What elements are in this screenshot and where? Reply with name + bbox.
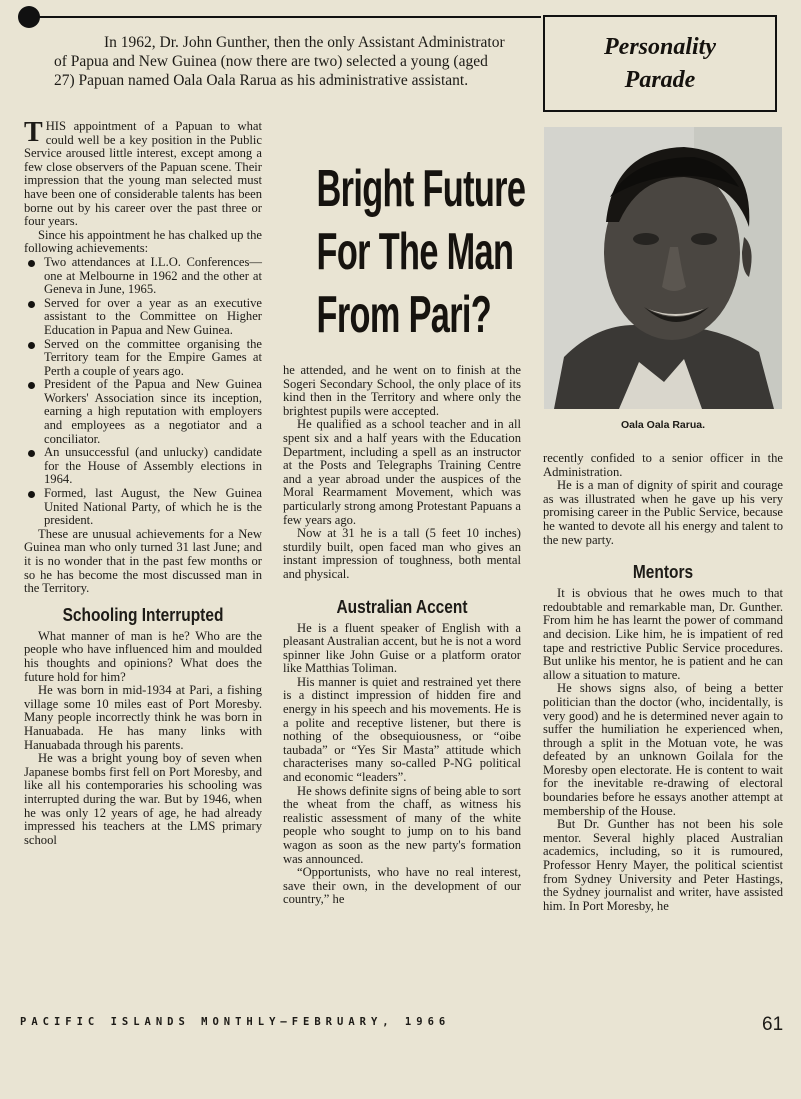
col2-paragraph: he attended, and he went on to finish at the Sogeri Secondary School, the only place of its kind then in the Territory and where only the brightest pupils were accepted. <box>283 363 521 418</box>
col1-paragraph: Since his appointment he has chalked up the following achievements: <box>24 227 262 256</box>
headline <box>272 158 534 347</box>
col3-paragraph: But Dr. Gunther has not been his sole mentor. Several highly placed Australian academics, including, so it is rumoured, Professor Henry Mayer, the political scientist from Sydney University and Peter Hastings, the Sydney journalist and writer, have assisted him. In Port Moresby, he <box>543 817 783 913</box>
column-3 <box>543 452 783 913</box>
headline-line3: From Pari? <box>316 286 492 344</box>
col2-paragraph: “Opportunists, who have no real interest, save their own, in the development of our country,” he <box>283 865 521 907</box>
subheading-mentors: Mentors <box>632 562 694 583</box>
list-item: Served on the committee organising the Territory team for the Empire Games at Perth a couple of years ago. <box>24 338 262 379</box>
col1-paragraph: What manner of man is he? Who are the people who have influenced him and moulded his thoughts and opinions? What does the future hold for him? <box>24 628 262 684</box>
col1-paragraph: These are unusual achievements for a New Guinea man who only turned 31 last June; and it is no wonder that in the past few months or so he has become the most discussed man in the Territory. <box>24 526 262 596</box>
portrait-photo <box>544 127 782 409</box>
achievements-list <box>24 256 262 528</box>
col2-paragraph: He shows definite signs of being able to sort the wheat from the chaff, as witness his realistic assessment of many of the white people who sought to jump on to his band wagon as soon as the new party's formation was announced. <box>283 783 521 866</box>
col3-paragraph: He shows signs also, of being a better politician than the doctor (who, incidentally, is very good) and he is determined never again to suffer the humiliation he experienced when, through a split in the Motuan vote, he was defeated by an unknown Goilala for the Moresby open electorate. He is content to wait for the inevitable re-drawing of electoral boundaries before he essays another attempt at membership of the House. <box>543 681 783 818</box>
list-item: An unsuccessful (and unlucky) candidate for the House of Assembly elections in 1964. <box>24 446 262 487</box>
subheading-accent: Australian Accent <box>336 596 468 617</box>
photo-caption: Oala Oala Rarua. <box>620 419 706 431</box>
portrait-image <box>544 127 782 409</box>
list-item: Served for over a year as an executive assistant to the Committee on Higher Education in Papua and New Guinea. <box>24 297 262 338</box>
col1-paragraph: He was a bright young boy of seven when Japanese bombs first fell on Port Moresby, and like all his contemporaries his schooling was interrupted during the war. But by 1946, when he was only 12 years of age, he had already impressed his teachers at the LMS primary school <box>24 751 262 847</box>
col2-paragraph: He qualified as a school teacher and in all spent six and a half years with the Education Department, including a spell as an instructor at the Posts and Telegraphs Training Centre and a year abroad under the auspices of the Moral Rearmament Movement, which was particularly strong among Protestant Papuans a few years ago. <box>283 417 521 527</box>
page-number: 61 <box>762 1014 784 1035</box>
section-title-line1: Personality <box>604 33 716 60</box>
column-2 <box>283 364 521 907</box>
col3-paragraph: It is obvious that he owes much to that redoubtable and remarkable man, Dr. Gunther. From him he has learnt the power of command and decision. Like him, he is impatient of red tape and restrictive Public Service procedures. But unlike his mentor, he is patient and he can allow a situation to mature. <box>543 586 783 682</box>
subheading-schooling: Schooling Interrupted <box>62 604 224 625</box>
col2-paragraph: He is a fluent speaker of English with a pleasant Australian accent, but he is not a word spinner like John Guise or a platform orator like Matthias Toliman. <box>283 620 521 676</box>
headline-line1: Bright Future <box>316 160 526 218</box>
page-footer: PACIFIC ISLANDS MONTHLY—FEBRUARY, 1966 <box>20 1016 451 1028</box>
col3-paragraph: He is a man of dignity of spirit and courage as was illustrated when he gave up his very promising career in the Public Service, because he wanted to devote all his energy and talent to the new party. <box>543 478 783 547</box>
section-title-line2: Parade <box>624 66 696 93</box>
column-1 <box>24 117 262 847</box>
list-item: Two attendances at I.L.O. Conferences—one at Melbourne in 1962 and the other at Geneva in June, 1965. <box>24 256 262 297</box>
drop-cap: T <box>24 117 43 148</box>
col1-paragraph: THIS appointment of a Papuan to what could well be a key position in the Public Service aroused little interest, except among a few close observers of the Papuan scene. Their impression that the young man selected must have been one of considerable talents has been borne out by his career over the past three or four years. <box>24 117 262 229</box>
col3-paragraph: recently confided to a senior officer in the Administration. <box>543 451 783 479</box>
list-item: Formed, last August, the New Guinea United National Party, of which he is the president. <box>24 487 262 528</box>
col2-paragraph: His manner is quiet and restrained yet there is a distinct impression of hidden fire and energy in his speech and his movements. He is a polite and receptive listener, but there is nothing of the obsequiousness, or “oibe taubada” or “Yes Sir Masta” attitude which characterises many so-called P-NG political and economic “leaders”. <box>283 674 521 785</box>
section-title-box <box>543 15 777 112</box>
top-rule <box>36 16 541 18</box>
list-item: President of the Papua and New Guinea Workers' Association since its inception, earning a high reputation with employers and employees as a negotiator and a conciliator. <box>24 378 262 446</box>
intro-paragraph: In 1962, Dr. John Gunther, then the only Assistant Administrator of Papua and New Guinea (now there are two) selected a young (aged 27) Papuan named Oala Oala Rarua as his administrative assistant. <box>54 34 505 89</box>
headline-line2: For The Man <box>316 223 514 281</box>
col2-paragraph: Now at 31 he is a tall (5 feet 10 inches) sturdily built, open faced man who gives an instant impression of toughness, both mental and physical. <box>283 526 521 581</box>
col1-paragraph: He was born in mid-1934 at Pari, a fishing village some 10 miles east of Port Moresby. Many people incorrectly think he was born in Hanuabada. He has many links with Hanuabada through his parents. <box>24 683 262 752</box>
